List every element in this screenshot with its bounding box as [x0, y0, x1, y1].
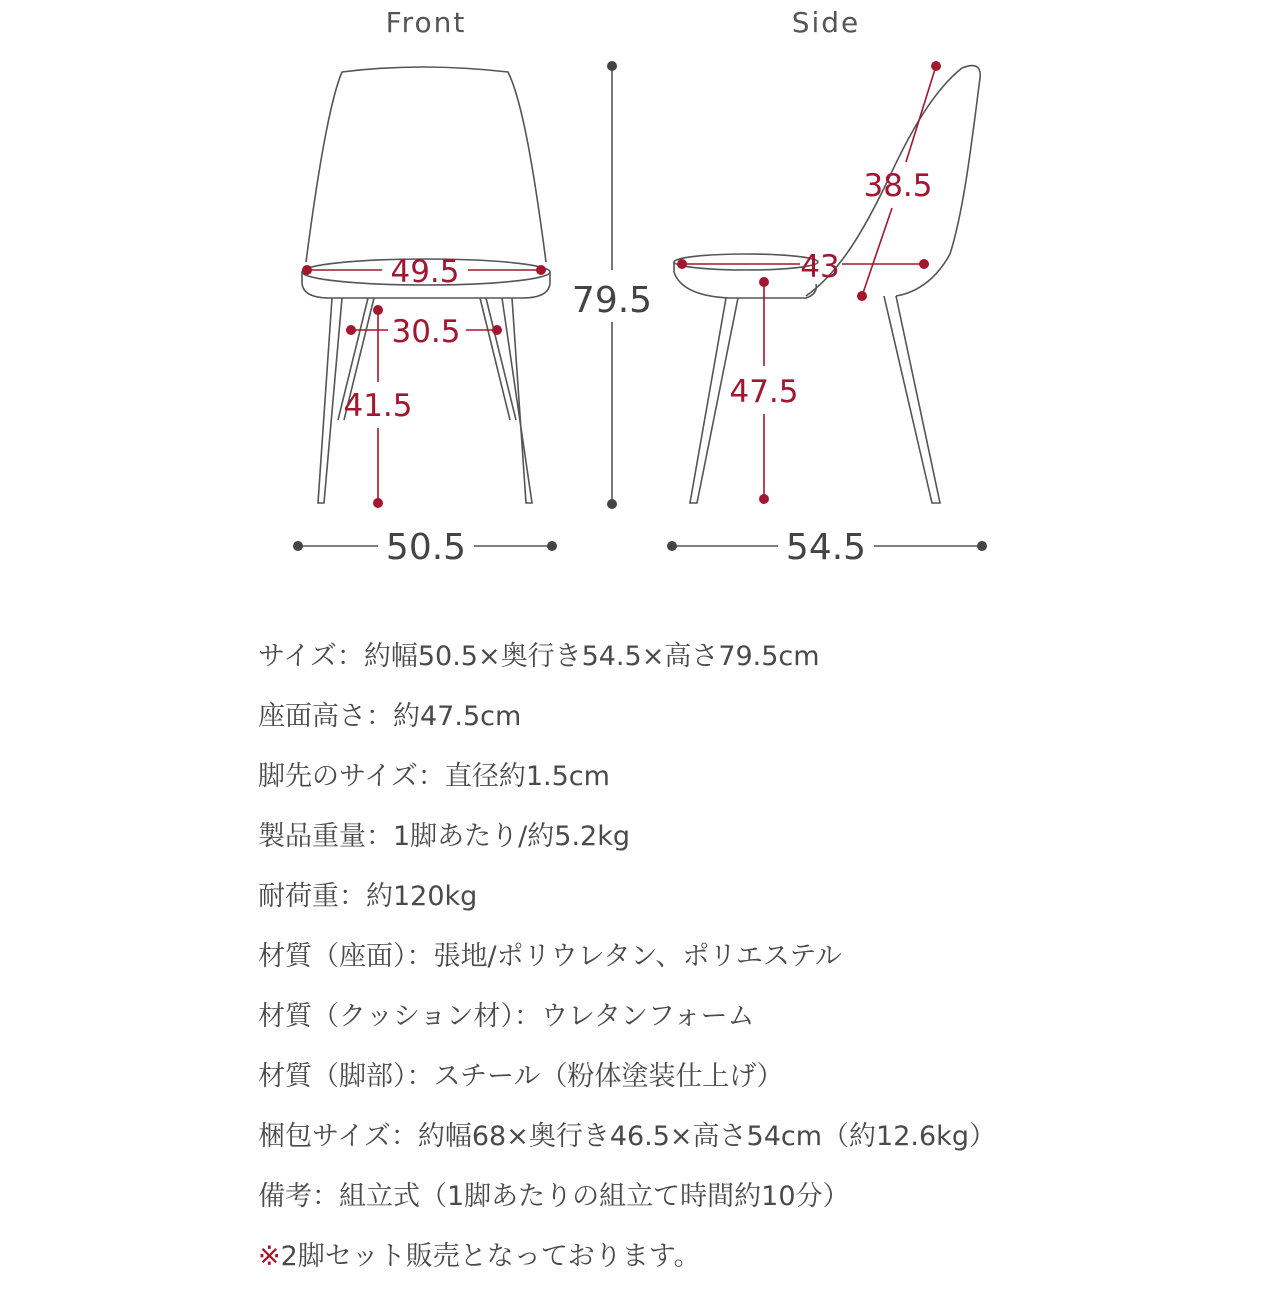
- spec-material-seat: 材質（座面）：張地/ポリウレタン、ポリエステル: [258, 941, 842, 972]
- front-overall-width-label: 50.5: [385, 527, 467, 568]
- spec-package-size: 梱包サイズ：約幅68×奥行き46.5×高さ54cm（約12.6kg）: [258, 1121, 996, 1152]
- spec-size: サイズ：約幅50.5×奥行き54.5×高さ79.5cm: [258, 641, 820, 672]
- side-backrest-label: 38.5: [863, 168, 933, 204]
- chair-dimension-diagram: [0, 0, 1280, 600]
- note-mark: ※: [258, 1241, 281, 1272]
- spec-product-weight: 製品重量：1脚あたり/約5.2kg: [258, 821, 630, 852]
- spec-material-cushion: 材質（クッション材）：ウレタンフォーム: [258, 1001, 755, 1032]
- spec-remarks: 備考：組立式（1脚あたりの組立て時間約10分）: [258, 1181, 850, 1212]
- spec-material-legs: 材質（脚部）：スチール（粉体塗装仕上げ）: [258, 1061, 784, 1092]
- front-leg-height-label: 41.5: [343, 388, 413, 424]
- side-seat-height-dimension: [729, 277, 798, 504]
- side-view-title: Side: [791, 6, 861, 39]
- side-seat-height-label: 47.5: [729, 374, 799, 410]
- side-overall-depth-label: 54.5: [785, 527, 867, 568]
- front-seat-width-label: 49.5: [390, 254, 460, 290]
- side-overall-depth-dimension: [667, 527, 987, 568]
- spec-foot-size: 脚先のサイズ：直径約1.5cm: [258, 761, 610, 792]
- overall-height-dimension: [572, 61, 652, 509]
- spec-seat-height: 座面高さ：約47.5cm: [258, 701, 522, 732]
- side-seat-depth-label: 43: [800, 249, 840, 285]
- front-view-title: Front: [385, 6, 467, 39]
- front-overall-width-dimension: [293, 527, 557, 568]
- overall-height-label: 79.5: [571, 280, 653, 321]
- sales-note: [258, 1236, 1258, 1296]
- front-leg-span-label: 30.5: [391, 314, 461, 350]
- spec-list: [258, 636, 1258, 1296]
- note-text: 2脚セット販売となっております。: [280, 1241, 701, 1272]
- front-seat-width-dimension: [302, 254, 546, 290]
- spec-load-capacity: 耐荷重：約120kg: [258, 881, 478, 912]
